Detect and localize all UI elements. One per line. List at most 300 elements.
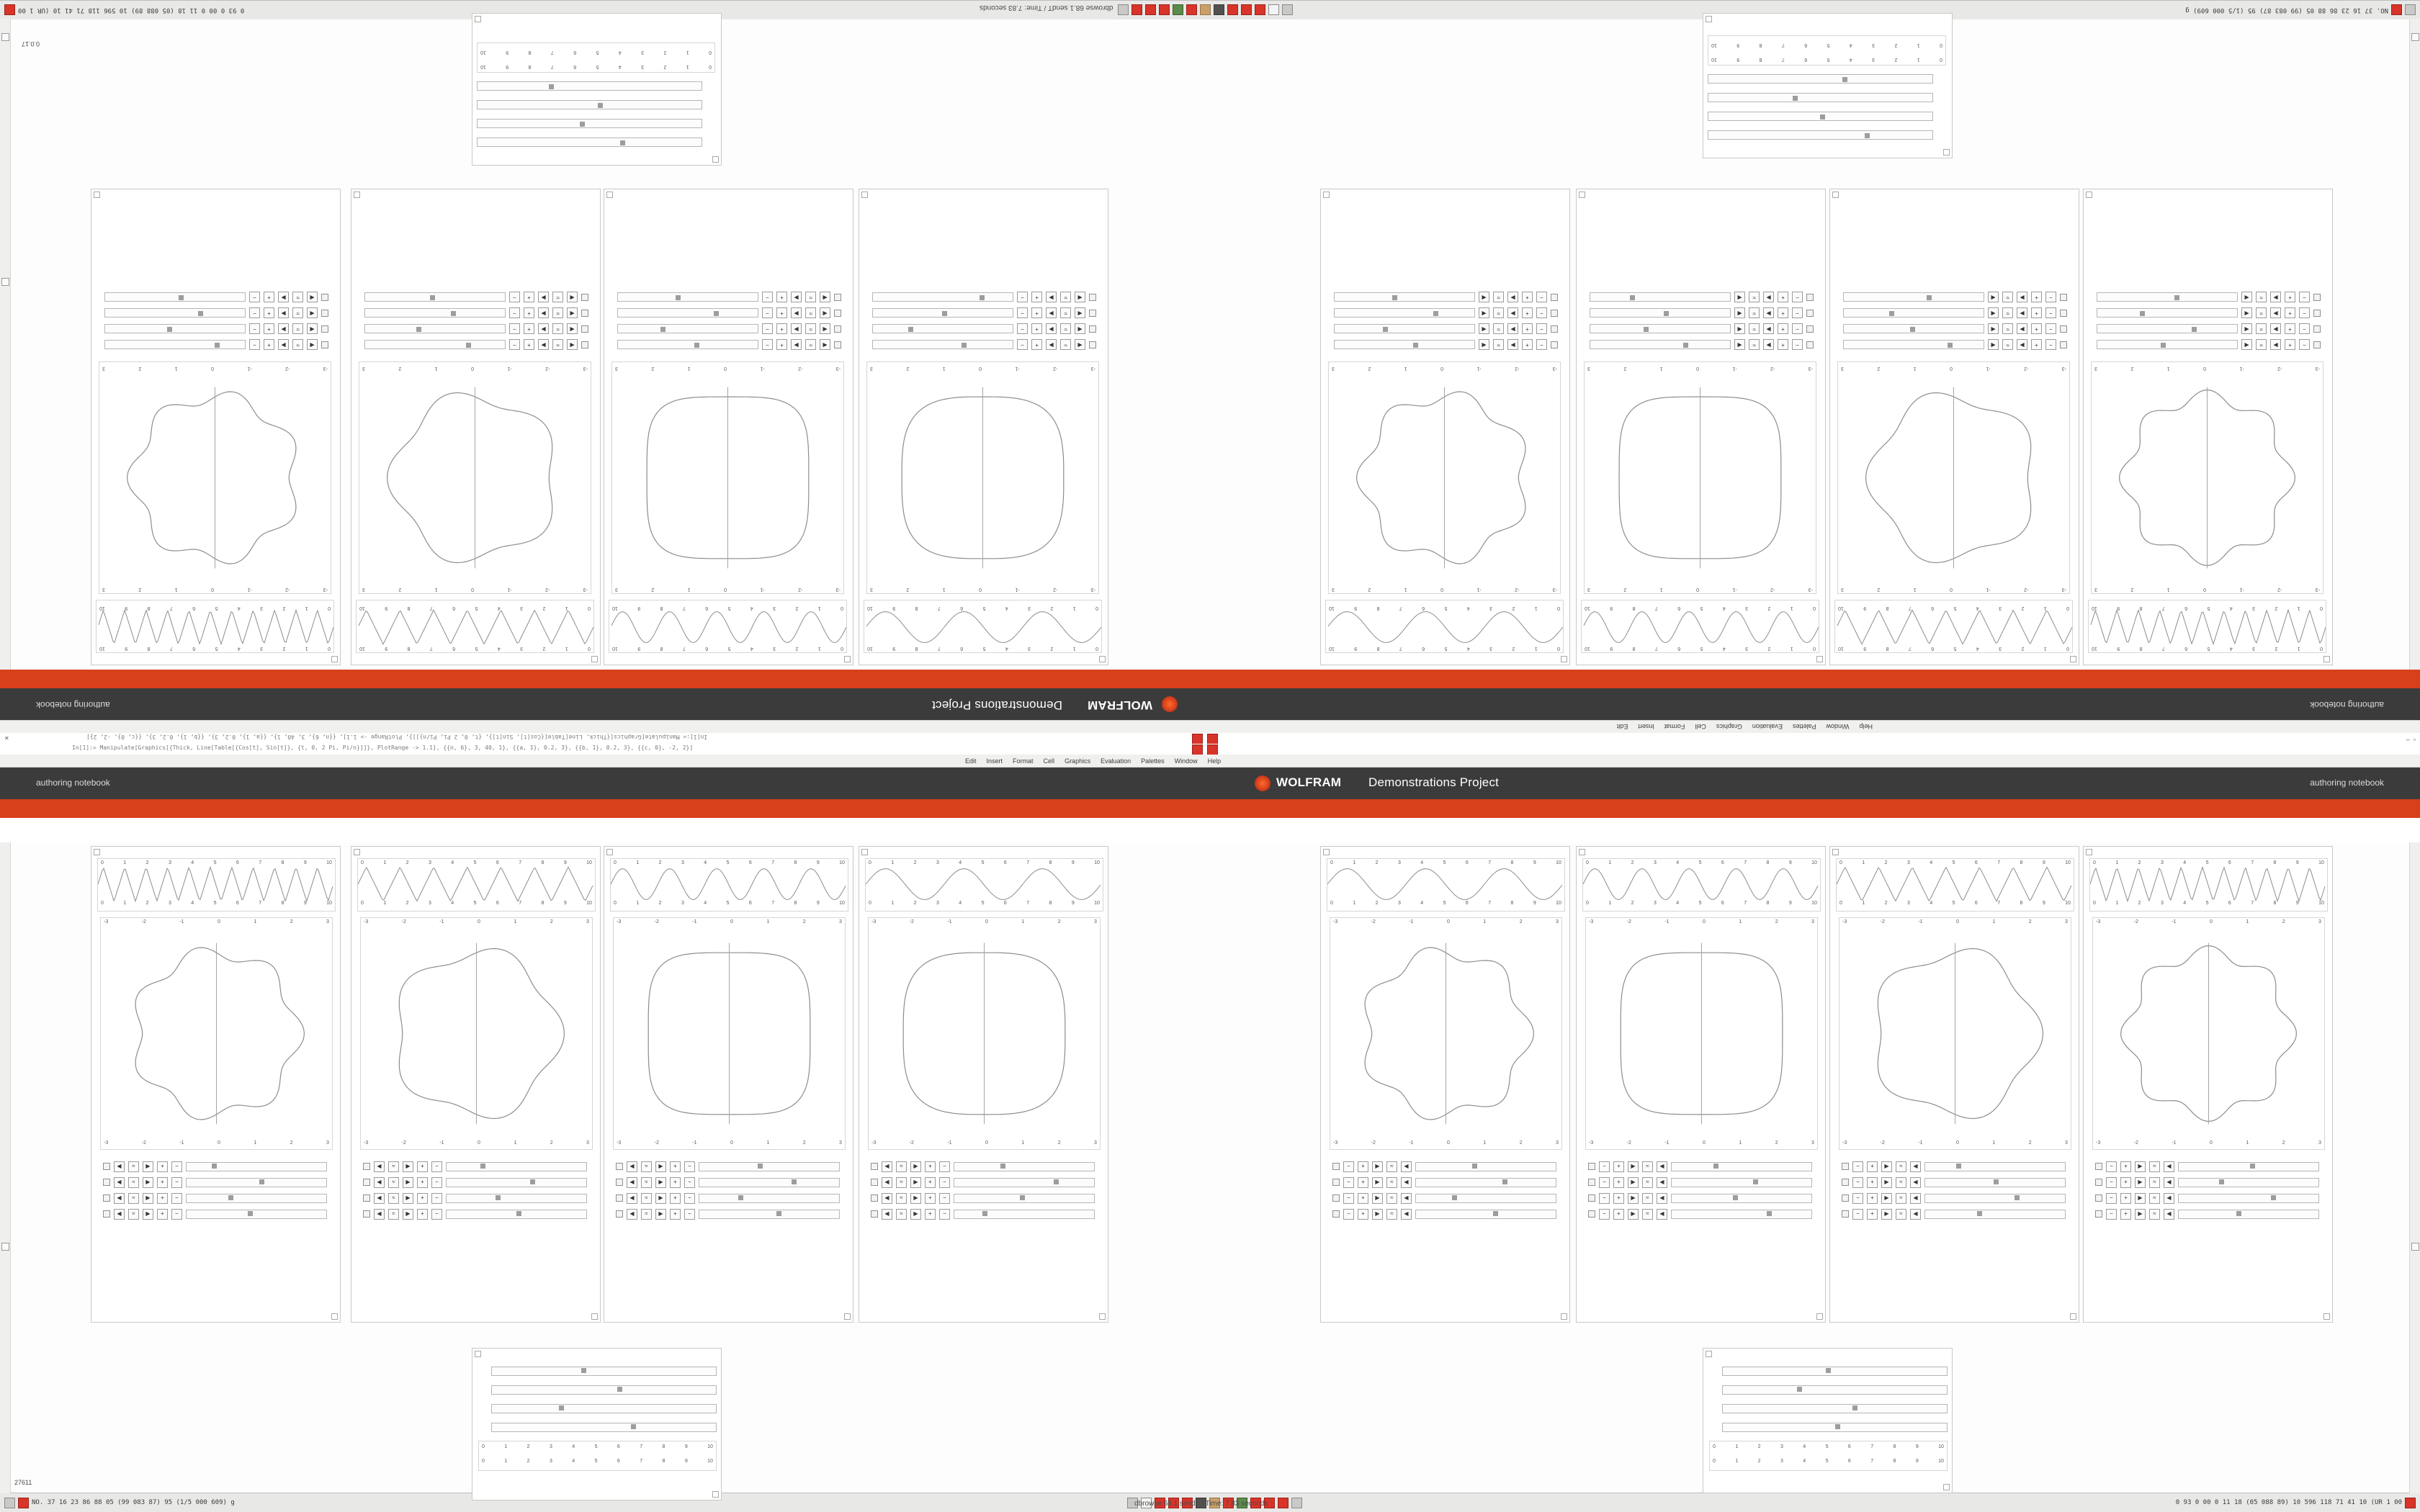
- animate-button-3[interactable]: +: [925, 1161, 936, 1172]
- tray-icon-12[interactable]: [1132, 5, 1143, 16]
- animate-button-4[interactable]: ◀: [1988, 292, 1999, 303]
- animate-button-3[interactable]: +: [264, 324, 274, 335]
- animate-button-4[interactable]: −: [431, 1193, 442, 1204]
- animate-button-0[interactable]: ◀: [114, 1161, 125, 1172]
- parameter-slider[interactable]: [872, 293, 1013, 302]
- animate-button-1[interactable]: +: [2120, 1193, 2131, 1204]
- animate-button-2[interactable]: ▶: [403, 1177, 413, 1188]
- animate-button-0[interactable]: ◀: [882, 1193, 892, 1204]
- control-stack[interactable]: [2084, 289, 2332, 353]
- animate-button-4[interactable]: −: [249, 308, 260, 319]
- control-row[interactable]: [1321, 289, 1569, 305]
- parameter-slider[interactable]: [1590, 341, 1731, 350]
- app-icon[interactable]: [2405, 5, 2416, 16]
- control-stack[interactable]: [1321, 289, 1569, 353]
- parameter-slider[interactable]: [1415, 1162, 1556, 1171]
- manipulate-panel[interactable]: [1829, 189, 2079, 665]
- animate-button-0[interactable]: ◀: [307, 324, 318, 335]
- animate-button-0[interactable]: −: [2299, 292, 2310, 303]
- animate-button-1[interactable]: ≈: [641, 1161, 652, 1172]
- animate-button-3[interactable]: +: [524, 340, 534, 351]
- menu-item-edit[interactable]: Edit: [965, 757, 977, 765]
- control-row[interactable]: [1577, 1174, 1825, 1190]
- control-row[interactable]: [1830, 1158, 2079, 1174]
- parameter-slider[interactable]: [364, 293, 506, 302]
- animate-button-3[interactable]: +: [417, 1177, 428, 1188]
- tray-icon-1[interactable]: [1283, 5, 1294, 16]
- panel-resize-handle[interactable]: [1706, 16, 1712, 22]
- animate-button-3[interactable]: ≈: [2149, 1177, 2160, 1188]
- animate-button-4[interactable]: ◀: [1734, 292, 1745, 303]
- animate-button-4[interactable]: ◀: [1734, 308, 1745, 319]
- animate-button-2[interactable]: ▶: [278, 308, 289, 319]
- parameter-slider[interactable]: [477, 101, 702, 110]
- animate-button-0[interactable]: ◀: [882, 1161, 892, 1172]
- animate-button-3[interactable]: +: [157, 1209, 168, 1220]
- panel-corner-handle[interactable]: [354, 849, 360, 855]
- control-row[interactable]: [604, 1174, 853, 1190]
- animate-button-3[interactable]: +: [264, 308, 274, 319]
- animate-button-1[interactable]: +: [1613, 1209, 1624, 1220]
- maximize-icon-win[interactable]: ▫: [2413, 736, 2416, 743]
- manipulate-panel[interactable]: [1829, 846, 2079, 1323]
- panel-resize-handle[interactable]: [1561, 1313, 1567, 1320]
- mini-slider-row[interactable]: [1703, 1380, 1966, 1399]
- control-row[interactable]: [1321, 337, 1569, 353]
- animate-button-1[interactable]: +: [1358, 1193, 1368, 1204]
- parameter-slider[interactable]: [477, 82, 702, 91]
- panel-corner-handle[interactable]: [591, 656, 598, 662]
- animate-button-4[interactable]: ◀: [1988, 308, 1999, 319]
- panel-corner-handle[interactable]: [475, 1351, 481, 1357]
- tray-icon-7[interactable]: [1201, 5, 1211, 16]
- animate-button-1[interactable]: +: [1613, 1193, 1624, 1204]
- animate-button-2[interactable]: ▶: [2135, 1177, 2146, 1188]
- animate-button-4[interactable]: −: [684, 1209, 695, 1220]
- animate-button-2[interactable]: ▶: [143, 1161, 153, 1172]
- shape-plot[interactable]: [1584, 361, 1816, 594]
- parameter-slider[interactable]: [1334, 325, 1475, 334]
- waveform-plot[interactable]: [2089, 858, 2328, 912]
- waveform-plot[interactable]: [1325, 600, 1564, 653]
- animate-button-2[interactable]: ▶: [1763, 340, 1774, 351]
- panel-corner-handle[interactable]: [712, 156, 719, 163]
- mini-slider-row[interactable]: [472, 1380, 735, 1399]
- animate-button-4[interactable]: ◀: [1479, 292, 1489, 303]
- parameter-slider[interactable]: [954, 1210, 1095, 1219]
- animate-button-3[interactable]: ≈: [2256, 324, 2267, 335]
- parameter-slider[interactable]: [1708, 112, 1933, 122]
- manipulate-panel[interactable]: [859, 189, 1108, 665]
- parameter-slider[interactable]: [364, 309, 506, 318]
- control-row[interactable]: [1577, 1158, 1825, 1174]
- animate-button-0[interactable]: ◀: [882, 1209, 892, 1220]
- wolfram-menubar-mirror[interactable]: [0, 720, 2420, 733]
- animate-button-4[interactable]: −: [762, 308, 773, 319]
- parameter-slider[interactable]: [1722, 1385, 1948, 1395]
- waveform-plot[interactable]: [1582, 858, 1821, 912]
- os-taskbar-top[interactable]: [0, 0, 2420, 19]
- animate-button-2[interactable]: ▶: [1881, 1209, 1892, 1220]
- mini-slider-row[interactable]: [458, 133, 721, 152]
- animate-button-4[interactable]: −: [939, 1209, 950, 1220]
- parameter-slider[interactable]: [699, 1178, 840, 1187]
- control-row[interactable]: [859, 1190, 1108, 1206]
- animate-button-1[interactable]: +: [1867, 1177, 1878, 1188]
- panel-corner-handle[interactable]: [1706, 1351, 1712, 1357]
- control-row[interactable]: [1321, 1190, 1569, 1206]
- animate-button-2[interactable]: ▶: [2017, 292, 2027, 303]
- shape-plot[interactable]: [611, 361, 844, 594]
- animate-button-2[interactable]: ▶: [2017, 308, 2027, 319]
- parameter-slider[interactable]: [1708, 75, 1933, 84]
- control-row[interactable]: [1830, 1190, 2079, 1206]
- wolfram-window[interactable]: [0, 670, 2420, 842]
- animate-button-3[interactable]: ≈: [2149, 1193, 2160, 1204]
- control-row[interactable]: [2084, 1190, 2332, 1206]
- animate-button-4[interactable]: −: [431, 1177, 442, 1188]
- animate-button-2[interactable]: ▶: [1372, 1177, 1383, 1188]
- animate-button-3[interactable]: +: [417, 1161, 428, 1172]
- animate-button-0[interactable]: ◀: [114, 1209, 125, 1220]
- parameter-slider[interactable]: [1590, 309, 1731, 318]
- waveform-plot[interactable]: [96, 600, 334, 653]
- parameter-slider[interactable]: [954, 1178, 1095, 1187]
- mini-slider-row[interactable]: [472, 1399, 735, 1418]
- notebook-cell-row-2[interactable]: [0, 744, 2420, 755]
- parameter-slider[interactable]: [1415, 1178, 1556, 1187]
- animate-button-1[interactable]: ≈: [128, 1209, 139, 1220]
- control-row[interactable]: [2084, 1158, 2332, 1174]
- menu-item-evaluation[interactable]: Evaluation: [1101, 757, 1131, 765]
- animate-button-4[interactable]: ◀: [1479, 308, 1489, 319]
- parameter-slider[interactable]: [1590, 293, 1731, 302]
- control-row[interactable]: [351, 1190, 600, 1206]
- shape-plot[interactable]: [1839, 917, 2071, 1150]
- animate-button-0[interactable]: ◀: [820, 340, 830, 351]
- animate-button-4[interactable]: ◀: [1988, 340, 1999, 351]
- animate-button-3[interactable]: ≈: [2256, 292, 2267, 303]
- control-row[interactable]: [859, 305, 1108, 321]
- animate-button-2[interactable]: ▶: [143, 1177, 153, 1188]
- animate-button-2[interactable]: ▶: [2270, 292, 2281, 303]
- animate-button-4[interactable]: ◀: [2241, 340, 2252, 351]
- animate-button-2[interactable]: ▶: [1046, 308, 1057, 319]
- shape-plot[interactable]: [2092, 917, 2325, 1150]
- animate-button-4[interactable]: −: [939, 1177, 950, 1188]
- animate-button-0[interactable]: ◀: [820, 292, 830, 303]
- manipulate-panel[interactable]: [1576, 189, 1826, 665]
- panel-corner-handle[interactable]: [1561, 656, 1567, 662]
- control-stack[interactable]: [2084, 1158, 2332, 1222]
- animate-button-2[interactable]: ▶: [1507, 308, 1518, 319]
- parameter-slider[interactable]: [2097, 325, 2238, 334]
- animate-button-3[interactable]: +: [670, 1193, 681, 1204]
- animate-button-4[interactable]: ◀: [1401, 1161, 1412, 1172]
- animate-button-1[interactable]: +: [1867, 1193, 1878, 1204]
- eval-indicator-1[interactable]: [1192, 734, 1203, 744]
- animate-button-1[interactable]: +: [2285, 340, 2295, 351]
- control-row[interactable]: [1321, 1174, 1569, 1190]
- animate-button-3[interactable]: +: [524, 308, 534, 319]
- animate-button-3[interactable]: ≈: [1642, 1177, 1653, 1188]
- control-row[interactable]: [1321, 1158, 1569, 1174]
- control-row[interactable]: [604, 337, 853, 353]
- parameter-slider[interactable]: [446, 1178, 587, 1187]
- animate-button-4[interactable]: ◀: [2164, 1161, 2174, 1172]
- mini-slider-row[interactable]: [1703, 1418, 1966, 1436]
- animate-button-0[interactable]: −: [2045, 324, 2056, 335]
- animate-button-3[interactable]: +: [925, 1177, 936, 1188]
- control-row[interactable]: [351, 337, 600, 353]
- animate-button-3[interactable]: ≈: [1896, 1193, 1906, 1204]
- animate-button-1[interactable]: +: [2031, 292, 2042, 303]
- manipulate-panel[interactable]: [859, 846, 1108, 1323]
- taskbar-center-group[interactable]: [798, 5, 1613, 16]
- animate-button-1[interactable]: ≈: [896, 1209, 907, 1220]
- panel-corner-handle[interactable]: [606, 849, 613, 855]
- mini-slider-row[interactable]: [458, 114, 721, 133]
- panel-resize-handle[interactable]: [1816, 1313, 1823, 1320]
- control-row[interactable]: [1577, 1206, 1825, 1222]
- animate-button-1[interactable]: +: [2120, 1209, 2131, 1220]
- taskbar-left-group[interactable]: [2181, 5, 2420, 16]
- animate-button-0[interactable]: −: [2045, 308, 2056, 319]
- animate-button-0[interactable]: −: [2106, 1161, 2117, 1172]
- animate-button-0[interactable]: −: [1536, 340, 1547, 351]
- parameter-slider[interactable]: [1843, 325, 1984, 334]
- control-row[interactable]: [351, 289, 600, 305]
- animate-button-4[interactable]: ◀: [1988, 324, 1999, 335]
- control-row[interactable]: [91, 1174, 340, 1190]
- animate-button-0[interactable]: −: [1792, 340, 1803, 351]
- animate-button-1[interactable]: ≈: [805, 324, 816, 335]
- animate-button-2[interactable]: ▶: [1372, 1193, 1383, 1204]
- animate-button-4[interactable]: ◀: [1734, 340, 1745, 351]
- manipulate-panel[interactable]: [2083, 846, 2333, 1323]
- animate-button-3[interactable]: ≈: [2002, 292, 2013, 303]
- parameter-slider[interactable]: [1671, 1194, 1812, 1203]
- animate-button-4[interactable]: −: [762, 324, 773, 335]
- animate-button-2[interactable]: ▶: [278, 324, 289, 335]
- animate-button-1[interactable]: ≈: [388, 1209, 399, 1220]
- parameter-slider[interactable]: [491, 1367, 717, 1376]
- control-row[interactable]: [2084, 289, 2332, 305]
- parameter-slider[interactable]: [1671, 1210, 1812, 1219]
- control-row[interactable]: [2084, 305, 2332, 321]
- control-stack[interactable]: [1830, 289, 2079, 353]
- animate-button-1[interactable]: ≈: [388, 1177, 399, 1188]
- animate-button-3[interactable]: ≈: [2002, 308, 2013, 319]
- control-stack[interactable]: [1321, 1158, 1569, 1222]
- panel-resize-handle[interactable]: [591, 1313, 598, 1320]
- animate-button-1[interactable]: +: [1522, 324, 1533, 335]
- animate-button-2[interactable]: ▶: [1763, 308, 1774, 319]
- parameter-slider[interactable]: [2097, 293, 2238, 302]
- control-row[interactable]: [2084, 337, 2332, 353]
- parameter-slider[interactable]: [1671, 1178, 1812, 1187]
- animate-button-4[interactable]: ◀: [1910, 1209, 1921, 1220]
- animate-button-3[interactable]: ≈: [1749, 340, 1760, 351]
- animate-button-4[interactable]: ◀: [1910, 1177, 1921, 1188]
- parameter-slider[interactable]: [2178, 1178, 2319, 1187]
- animate-button-2[interactable]: ▶: [1046, 292, 1057, 303]
- animate-button-0[interactable]: −: [1792, 292, 1803, 303]
- animate-button-1[interactable]: +: [1778, 292, 1788, 303]
- animate-button-0[interactable]: −: [1536, 292, 1547, 303]
- animate-button-4[interactable]: ◀: [1657, 1209, 1667, 1220]
- shape-plot[interactable]: [360, 917, 593, 1150]
- animate-button-0[interactable]: ◀: [1075, 292, 1085, 303]
- parameter-slider[interactable]: [1924, 1194, 2066, 1203]
- mini-slider-row[interactable]: [1703, 1399, 1966, 1418]
- animate-button-1[interactable]: ≈: [805, 340, 816, 351]
- parameter-slider[interactable]: [1334, 341, 1475, 350]
- animate-button-4[interactable]: ◀: [2241, 292, 2252, 303]
- animate-button-3[interactable]: +: [524, 324, 534, 335]
- control-row[interactable]: [1577, 337, 1825, 353]
- animate-button-1[interactable]: ≈: [128, 1193, 139, 1204]
- animate-button-2[interactable]: ▶: [1046, 340, 1057, 351]
- animate-button-1[interactable]: +: [1358, 1177, 1368, 1188]
- animate-button-3[interactable]: +: [670, 1209, 681, 1220]
- animate-button-0[interactable]: −: [1343, 1161, 1354, 1172]
- animate-button-2[interactable]: ▶: [1046, 324, 1057, 335]
- animate-button-2[interactable]: ▶: [403, 1209, 413, 1220]
- control-row[interactable]: [91, 289, 340, 305]
- parameter-slider[interactable]: [2178, 1210, 2319, 1219]
- control-row[interactable]: [1830, 321, 2079, 337]
- animate-button-4[interactable]: −: [684, 1193, 695, 1204]
- panel-resize-handle[interactable]: [712, 1491, 719, 1498]
- control-row[interactable]: [1577, 1190, 1825, 1206]
- parameter-slider[interactable]: [872, 341, 1013, 350]
- animate-button-1[interactable]: +: [1522, 292, 1533, 303]
- animate-button-3[interactable]: ≈: [1642, 1209, 1653, 1220]
- parameter-slider[interactable]: [617, 293, 758, 302]
- parameter-slider[interactable]: [872, 325, 1013, 334]
- animate-button-4[interactable]: −: [762, 292, 773, 303]
- menu-item-8[interactable]: Edit: [1616, 723, 1628, 731]
- menu-item-5[interactable]: Cell: [1695, 723, 1706, 731]
- animate-button-0[interactable]: ◀: [567, 324, 578, 335]
- animate-button-1[interactable]: ≈: [1060, 340, 1071, 351]
- animate-button-1[interactable]: +: [1358, 1209, 1368, 1220]
- animate-button-2[interactable]: ▶: [910, 1177, 921, 1188]
- animate-button-2[interactable]: ▶: [1507, 292, 1518, 303]
- mini-control-panel[interactable]: [1703, 13, 1953, 158]
- control-stack[interactable]: [859, 289, 1108, 353]
- animate-button-2[interactable]: ▶: [655, 1177, 666, 1188]
- animate-button-0[interactable]: −: [1599, 1177, 1610, 1188]
- panel-corner-handle[interactable]: [331, 656, 338, 662]
- animate-button-4[interactable]: ◀: [1657, 1193, 1667, 1204]
- control-row[interactable]: [351, 1174, 600, 1190]
- parameter-slider[interactable]: [1843, 341, 1984, 350]
- animate-button-2[interactable]: ▶: [278, 292, 289, 303]
- animate-button-1[interactable]: ≈: [641, 1209, 652, 1220]
- eval-indicator-2[interactable]: [1207, 734, 1218, 744]
- panel-resize-handle[interactable]: [475, 16, 481, 22]
- animate-button-3[interactable]: ≈: [1386, 1177, 1397, 1188]
- manipulate-panel[interactable]: [604, 189, 853, 665]
- animate-button-1[interactable]: +: [1778, 308, 1788, 319]
- animate-button-3[interactable]: ≈: [2149, 1161, 2160, 1172]
- animate-button-2[interactable]: ▶: [1763, 292, 1774, 303]
- animate-button-1[interactable]: +: [2031, 340, 2042, 351]
- animate-button-3[interactable]: ≈: [1896, 1161, 1906, 1172]
- window-left-controls[interactable]: [4, 735, 9, 742]
- animate-button-1[interactable]: +: [1613, 1177, 1624, 1188]
- panel-resize-handle[interactable]: [2086, 192, 2092, 198]
- control-row[interactable]: [859, 1174, 1108, 1190]
- animate-button-0[interactable]: −: [2106, 1209, 2117, 1220]
- animate-button-0[interactable]: −: [2299, 340, 2310, 351]
- control-stack[interactable]: [859, 1158, 1108, 1222]
- animate-button-1[interactable]: +: [1867, 1209, 1878, 1220]
- parameter-slider[interactable]: [954, 1162, 1095, 1171]
- animate-button-0[interactable]: −: [1599, 1193, 1610, 1204]
- control-row[interactable]: [91, 1190, 340, 1206]
- parameter-slider[interactable]: [617, 309, 758, 318]
- shape-plot[interactable]: [2091, 361, 2323, 594]
- mini-control-panel[interactable]: [472, 13, 722, 166]
- animate-button-2[interactable]: ▶: [1881, 1161, 1892, 1172]
- animate-button-3[interactable]: +: [670, 1177, 681, 1188]
- animate-button-0[interactable]: ◀: [1075, 324, 1085, 335]
- control-stack[interactable]: [91, 289, 340, 353]
- parameter-slider[interactable]: [1843, 293, 1984, 302]
- animate-button-1[interactable]: ≈: [388, 1193, 399, 1204]
- mini-control-panel[interactable]: [472, 1348, 722, 1500]
- control-row[interactable]: [1321, 1206, 1569, 1222]
- control-row[interactable]: [351, 321, 600, 337]
- control-row[interactable]: [604, 321, 853, 337]
- animate-button-0[interactable]: −: [2299, 324, 2310, 335]
- manipulate-panel[interactable]: [604, 846, 853, 1323]
- animate-button-2[interactable]: ▶: [2135, 1193, 2146, 1204]
- taskbar-b-right-group[interactable]: [2172, 1498, 2420, 1508]
- parameter-slider[interactable]: [104, 309, 246, 318]
- shape-plot[interactable]: [1837, 361, 2070, 594]
- mini-slider-row[interactable]: [458, 96, 721, 114]
- animate-button-4[interactable]: −: [509, 308, 520, 319]
- parameter-slider[interactable]: [491, 1385, 717, 1395]
- animate-button-3[interactable]: +: [1031, 340, 1042, 351]
- waveform-plot[interactable]: [865, 858, 1103, 912]
- animate-button-4[interactable]: ◀: [1401, 1209, 1412, 1220]
- mini-slider-row[interactable]: [1689, 107, 1952, 126]
- control-row[interactable]: [2084, 321, 2332, 337]
- animate-button-4[interactable]: ◀: [1401, 1177, 1412, 1188]
- control-stack[interactable]: [604, 1158, 853, 1222]
- animate-button-1[interactable]: ≈: [388, 1161, 399, 1172]
- animate-button-3[interactable]: +: [264, 292, 274, 303]
- animate-button-0[interactable]: ◀: [374, 1161, 385, 1172]
- panel-corner-handle[interactable]: [2086, 849, 2092, 855]
- animate-button-1[interactable]: +: [2031, 308, 2042, 319]
- control-row[interactable]: [1577, 321, 1825, 337]
- animate-button-3[interactable]: ≈: [1493, 308, 1504, 319]
- animate-button-1[interactable]: +: [1522, 340, 1533, 351]
- animate-button-0[interactable]: ◀: [567, 308, 578, 319]
- animate-button-0[interactable]: ◀: [374, 1177, 385, 1188]
- animate-button-4[interactable]: −: [509, 292, 520, 303]
- parameter-slider[interactable]: [491, 1404, 717, 1413]
- menu-item-6[interactable]: Format: [1664, 723, 1685, 731]
- animate-button-1[interactable]: ≈: [292, 308, 303, 319]
- animate-button-0[interactable]: −: [1599, 1161, 1610, 1172]
